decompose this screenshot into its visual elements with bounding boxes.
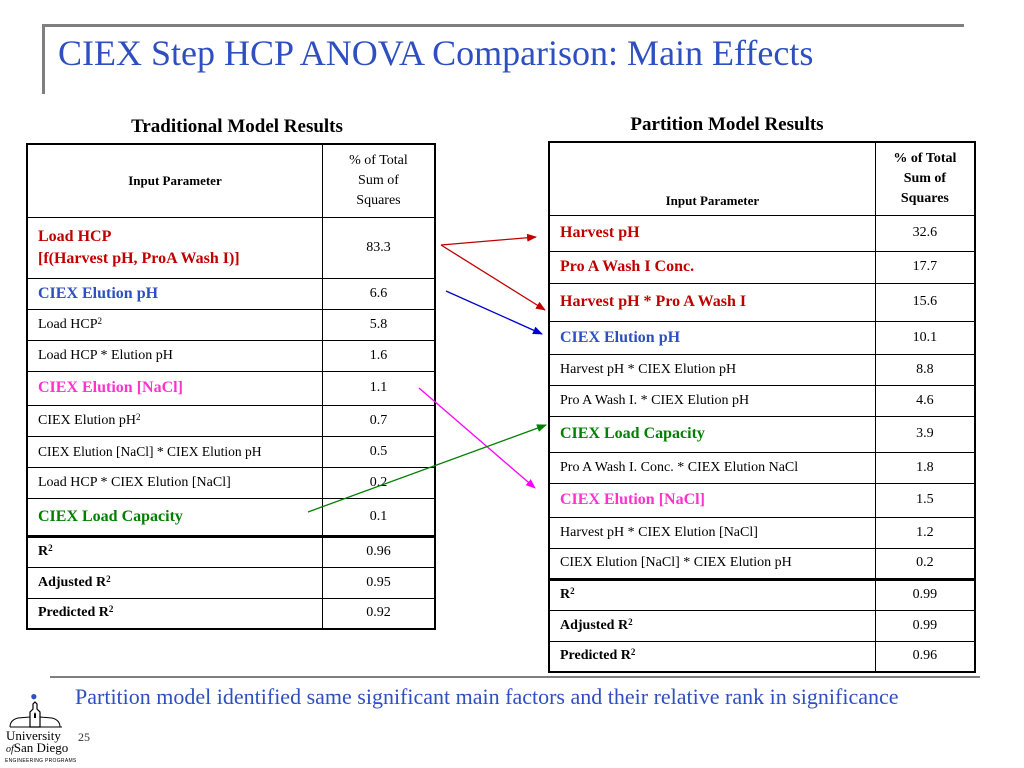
row-label: CIEX Elution [NaCl] * CIEX Elution pH <box>27 436 322 467</box>
header-pct-line2: Sum of <box>358 172 399 188</box>
row-value: 32.6 <box>875 215 975 251</box>
stat-value: 0.96 <box>875 641 975 672</box>
arrow-load-hcp-to-harvest-ph <box>441 237 536 245</box>
stat-value: 0.96 <box>322 536 435 567</box>
header-pct-line3: Squares <box>356 192 401 208</box>
row-value: 1.2 <box>875 517 975 548</box>
stat-label-sup: 2 <box>108 604 114 615</box>
stat-label-text: R <box>560 587 571 602</box>
header-pct-line1: % of Total <box>893 150 957 166</box>
row-label: Load HCP * Elution pH <box>27 340 322 371</box>
row-value: 17.7 <box>875 251 975 283</box>
footer-rule <box>50 676 980 678</box>
row-label-text: CIEX Elution pH <box>38 412 136 428</box>
row-label: Harvest pH * CIEX Elution [NaCl] <box>549 517 875 548</box>
row-label-sup: 2 <box>97 315 102 326</box>
stat-label-text: Predicted R <box>560 648 631 664</box>
bullet-marker: • <box>30 684 38 709</box>
logo-line-engineering: ENGINEERING PROGRAMS <box>5 758 77 764</box>
header-pct-line2: Sum of <box>903 170 947 186</box>
arrow-load-hcp-to-interaction <box>441 245 545 310</box>
stat-label-sup: 2 <box>630 647 636 658</box>
row-label-line2: [f(Harvest pH, ProA Wash I)] <box>38 249 240 267</box>
row-label: CIEX Elution pH <box>27 278 322 309</box>
row-value: 1.8 <box>875 452 975 483</box>
stat-label-sup: 2 <box>628 616 633 627</box>
row-label: CIEX Elution [NaCl] <box>549 483 875 517</box>
stat-label-text: Adjusted R <box>38 574 107 590</box>
stat-value: 0.92 <box>322 598 435 629</box>
header-pct-line3: Squares <box>900 190 949 206</box>
row-label-sup: 2 <box>136 411 141 422</box>
row-label: CIEX Elution [NaCl] <box>27 371 322 405</box>
row-value: 0.2 <box>322 467 435 498</box>
slide-title: CIEX Step HCP ANOVA Comparison: Main Effects <box>58 33 814 73</box>
university-logo <box>2 700 77 768</box>
row-value: 1.1 <box>322 371 435 405</box>
row-label: Harvest pH * CIEX Elution pH <box>549 354 875 385</box>
arrow-ciex-load-capacity <box>308 425 546 512</box>
row-value: 15.6 <box>875 283 975 321</box>
row-label: CIEX Elution [NaCl] * CIEX Elution pH <box>549 548 875 579</box>
row-value: 1.5 <box>875 483 975 517</box>
logo-line-university: University <box>6 728 61 743</box>
logo-line-san-diego <box>6 740 68 756</box>
stat-value: 0.95 <box>322 567 435 598</box>
row-label: CIEX Load Capacity <box>27 498 322 536</box>
row-value: 0.1 <box>322 498 435 536</box>
header-pct-line1: % of Total <box>349 152 408 168</box>
row-label: Pro A Wash I. * CIEX Elution pH <box>549 385 875 416</box>
row-value: 8.8 <box>875 354 975 385</box>
row-value: 0.2 <box>875 548 975 579</box>
partition-model-caption: Partition Model Results <box>630 114 824 135</box>
arrow-ciex-elution-ph <box>446 291 542 334</box>
page-number: 25 <box>78 730 90 744</box>
row-label-line1: Load HCP <box>38 227 112 245</box>
row-value: 3.9 <box>875 416 975 452</box>
traditional-model-caption: Traditional Model Results <box>131 116 343 137</box>
logo-of: of <box>6 744 14 755</box>
header-input-parameter: Input Parameter <box>27 144 322 217</box>
stat-label-text: Adjusted R <box>560 617 629 633</box>
row-label: Load HCP * CIEX Elution [NaCl] <box>27 467 322 498</box>
row-value: 0.5 <box>322 436 435 467</box>
stat-label-text: R <box>38 544 49 559</box>
row-value: 83.3 <box>322 217 435 278</box>
stat-value: 0.99 <box>875 610 975 641</box>
row-label: CIEX Elution pH <box>549 321 875 354</box>
stat-label-sup: 2 <box>48 543 53 553</box>
row-value: 0.7 <box>322 405 435 436</box>
row-value: 4.6 <box>875 385 975 416</box>
stat-value: 0.99 <box>875 579 975 610</box>
arrow-ciex-elution-nacl <box>419 388 535 488</box>
bullet-text: Partition model identified same significant main factors and their relative rank in significance <box>75 684 899 709</box>
logo-san-diego: San Diego <box>13 740 69 755</box>
mission-tower-logo-icon <box>6 700 66 728</box>
stat-label-sup: 2 <box>570 586 575 596</box>
stat-label-sup: 2 <box>106 573 111 584</box>
row-label: Pro A Wash I. Conc. * CIEX Elution NaCl <box>549 452 875 483</box>
row-value: 1.6 <box>322 340 435 371</box>
stat-label-text: Predicted R <box>38 605 109 621</box>
row-label: CIEX Load Capacity <box>549 416 875 452</box>
row-label: Pro A Wash I Conc. <box>549 251 875 283</box>
row-value: 6.6 <box>322 278 435 309</box>
row-value: 5.8 <box>322 309 435 340</box>
row-value: 10.1 <box>875 321 975 354</box>
row-label: Harvest pH <box>549 215 875 251</box>
row-label: Harvest pH * Pro A Wash I <box>549 283 875 321</box>
row-label-text: Load HCP <box>38 316 98 332</box>
header-input-parameter: Input Parameter <box>549 142 875 215</box>
